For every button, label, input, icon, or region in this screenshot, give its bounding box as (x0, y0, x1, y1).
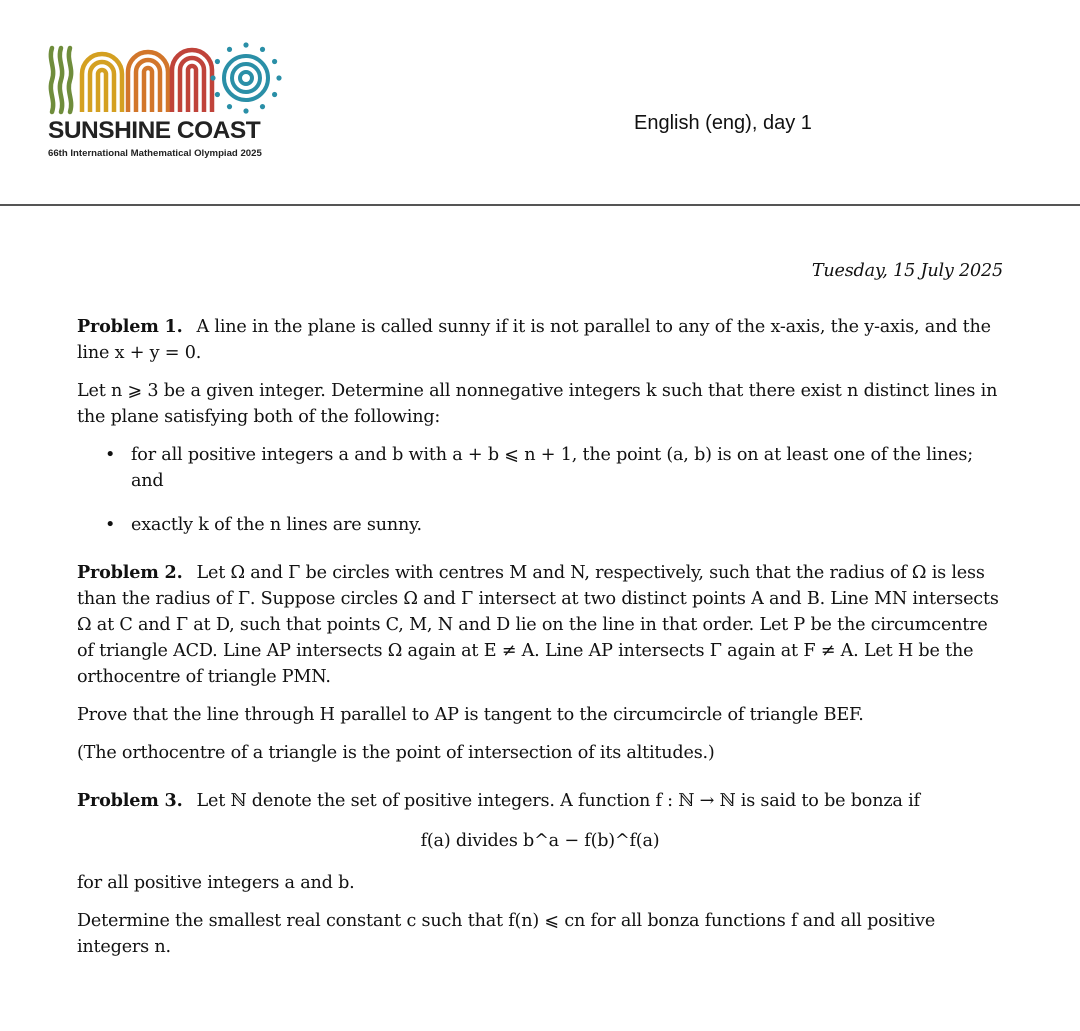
logo-artwork (46, 40, 291, 120)
imo-2025-logo (46, 40, 291, 164)
problem-3-display-formula: f(a) divides b^a − f(b)^f(a) (420, 831, 660, 851)
problem-3-paragraph-3: Determine the smallest real constant c such that f(n) ⩽ cn for all bonza functions f and all positive integers n. (77, 911, 936, 957)
header-divider (0, 204, 1080, 206)
problem-1-label: Problem 1. (77, 316, 183, 337)
problem-2-label: Problem 2. (77, 562, 183, 583)
problem-1 (77, 314, 1003, 538)
problem-2 (77, 560, 1003, 766)
problem-1-statement (77, 314, 1003, 366)
list-item: • exactly k of the n lines are sunny. (77, 512, 1003, 538)
page-header (0, 0, 1080, 206)
problem-3 (77, 788, 1003, 960)
bullet-icon: • (105, 445, 116, 465)
problem-2-paragraph-3: (The orthocentre of a triangle is the point of intersection of its altitudes.) (77, 743, 715, 763)
logo-subtitle: 66th International Mathematical Olympiad 2025 (48, 148, 262, 159)
list-item: • for all positive integers a and b with a + b ⩽ n + 1, the point (a, b) is on at least one of the lines; and (77, 442, 1003, 494)
problem-1-paragraph-1: A line in the plane is called sunny if it is not parallel to any of the x-axis, the y-axis, and the line x + y = 0. (77, 317, 991, 363)
problem-3-statement (77, 788, 1003, 814)
problem-3-label: Problem 3. (77, 790, 183, 811)
logo-title: SUNSHINE COAST (48, 117, 261, 144)
problem-3-paragraph-1: Let ℕ denote the set of positive integers. A function f : ℕ → ℕ is said to be bonza if (196, 791, 920, 811)
language-day-label: English (eng), day 1 (634, 112, 812, 134)
problem-1-paragraph-2: Let n ⩾ 3 be a given integer. Determine all nonnegative integers k such that there exist n distinct lines in the plane satisfying both of the following: (77, 381, 998, 427)
exam-content (77, 258, 1003, 972)
exam-date: Tuesday, 15 July 2025 (811, 261, 1003, 281)
problem-2-paragraph-2: Prove that the line through H parallel to AP is tangent to the circumcircle of triangle BEF. (77, 705, 864, 725)
problem-2-statement (77, 560, 1003, 690)
bullet-icon: • (105, 515, 116, 535)
problem-2-paragraph-1: Let Ω and Γ be circles with centres M and N, respectively, such that the radius of Ω is less than the radius of Γ. Suppose circles Ω and Γ intersect at two distinct points A and B. Line MN intersects Ω at C and Γ at D, such that points C, M, N and D lie on the line in that order. Let P be the circumcentre of triangle ACD. Line AP intersects Ω again at E ≠ A. Line AP intersects Γ again at F ≠ A. Let H be the orthocentre of triangle PMN. (77, 563, 999, 687)
problem-3-paragraph-2: for all positive integers a and b. (77, 873, 355, 893)
problem-1-conditions (77, 442, 1003, 538)
